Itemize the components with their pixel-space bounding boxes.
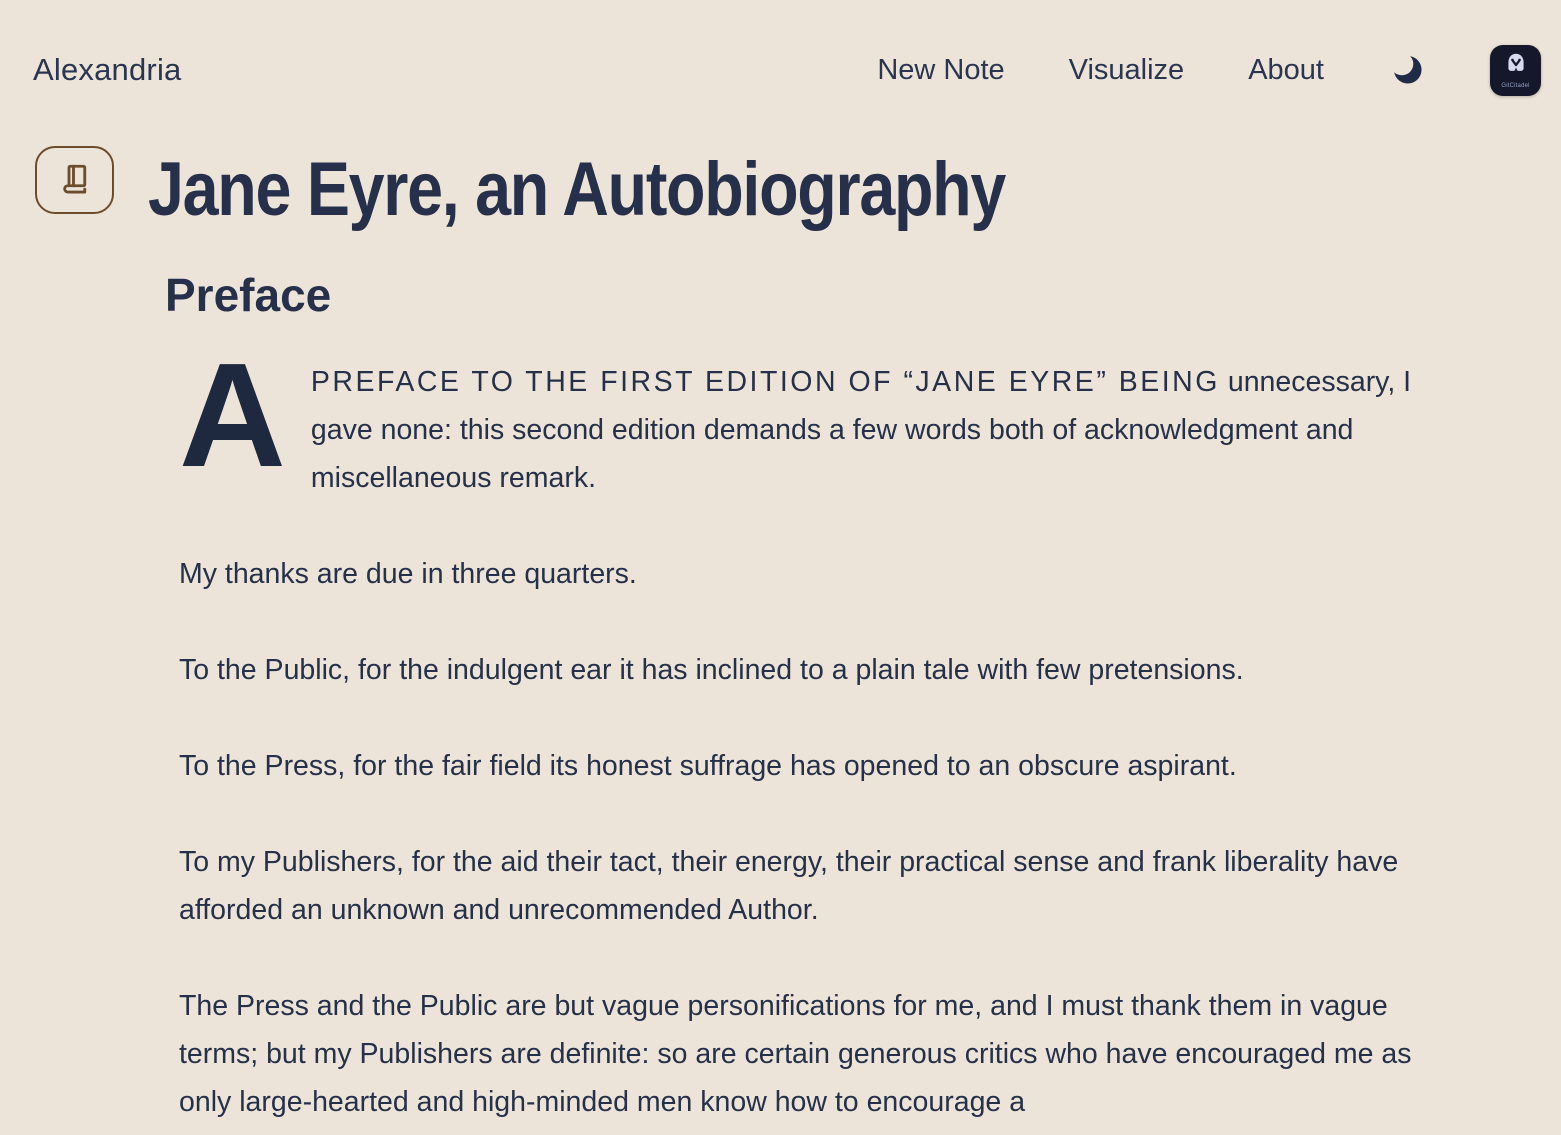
paragraph: My thanks are due in three quarters. — [179, 558, 637, 590]
dropcap-letter: A — [179, 333, 286, 498]
gitcitadel-helmet-icon — [1503, 51, 1529, 82]
nav-about[interactable]: About — [1248, 53, 1324, 86]
book-button[interactable] — [35, 146, 114, 214]
book-icon — [57, 161, 93, 200]
nav-visualize[interactable]: Visualize — [1068, 53, 1185, 86]
avatar-caption: GitCitadel — [1501, 83, 1530, 89]
page-title: Jane Eyre, an Autobiography — [148, 147, 1006, 232]
article — [0, 146, 1561, 1126]
paragraph-lead — [179, 333, 1414, 502]
paragraph: To my Publishers, for the aid their tact, their energy, their practical sense and frank liberality have afforded an unknown and unrecommended Author. — [179, 846, 1399, 926]
section-title: Preface — [165, 269, 332, 321]
app-logo[interactable]: Alexandria — [33, 52, 182, 87]
account-avatar[interactable] — [1490, 45, 1541, 96]
main-nav — [877, 45, 1541, 96]
article-body — [0, 333, 1561, 1126]
theme-toggle-button[interactable] — [1388, 51, 1426, 89]
lead-rest-text: unnecessary, I gave none: this second edition demands a few words both of acknowledgment and miscellaneous remark. — [310, 366, 1412, 494]
app-header — [0, 0, 1561, 106]
title-row — [35, 146, 1561, 232]
paragraph: To the Public, for the indulgent ear it has inclined to a plain tale with few pretensions. — [179, 654, 1244, 686]
paragraph: To the Press, for the fair field its honest suffrage has opened to an obscure aspirant. — [179, 750, 1237, 782]
paragraph: The Press and the Public are but vague personifications for me, and I must thank them in vague terms; but my Publishers are definite: so are certain generous critics who have encouraged me as only large-hearted and high-minded men know how to encourage a — [179, 990, 1412, 1118]
lead-smallcaps-text: PREFACE TO THE FIRST EDITION OF “JANE EYRE” BEING — [310, 366, 1220, 398]
moon-icon — [1389, 51, 1425, 90]
nav-new-note[interactable]: New Note — [877, 53, 1005, 86]
